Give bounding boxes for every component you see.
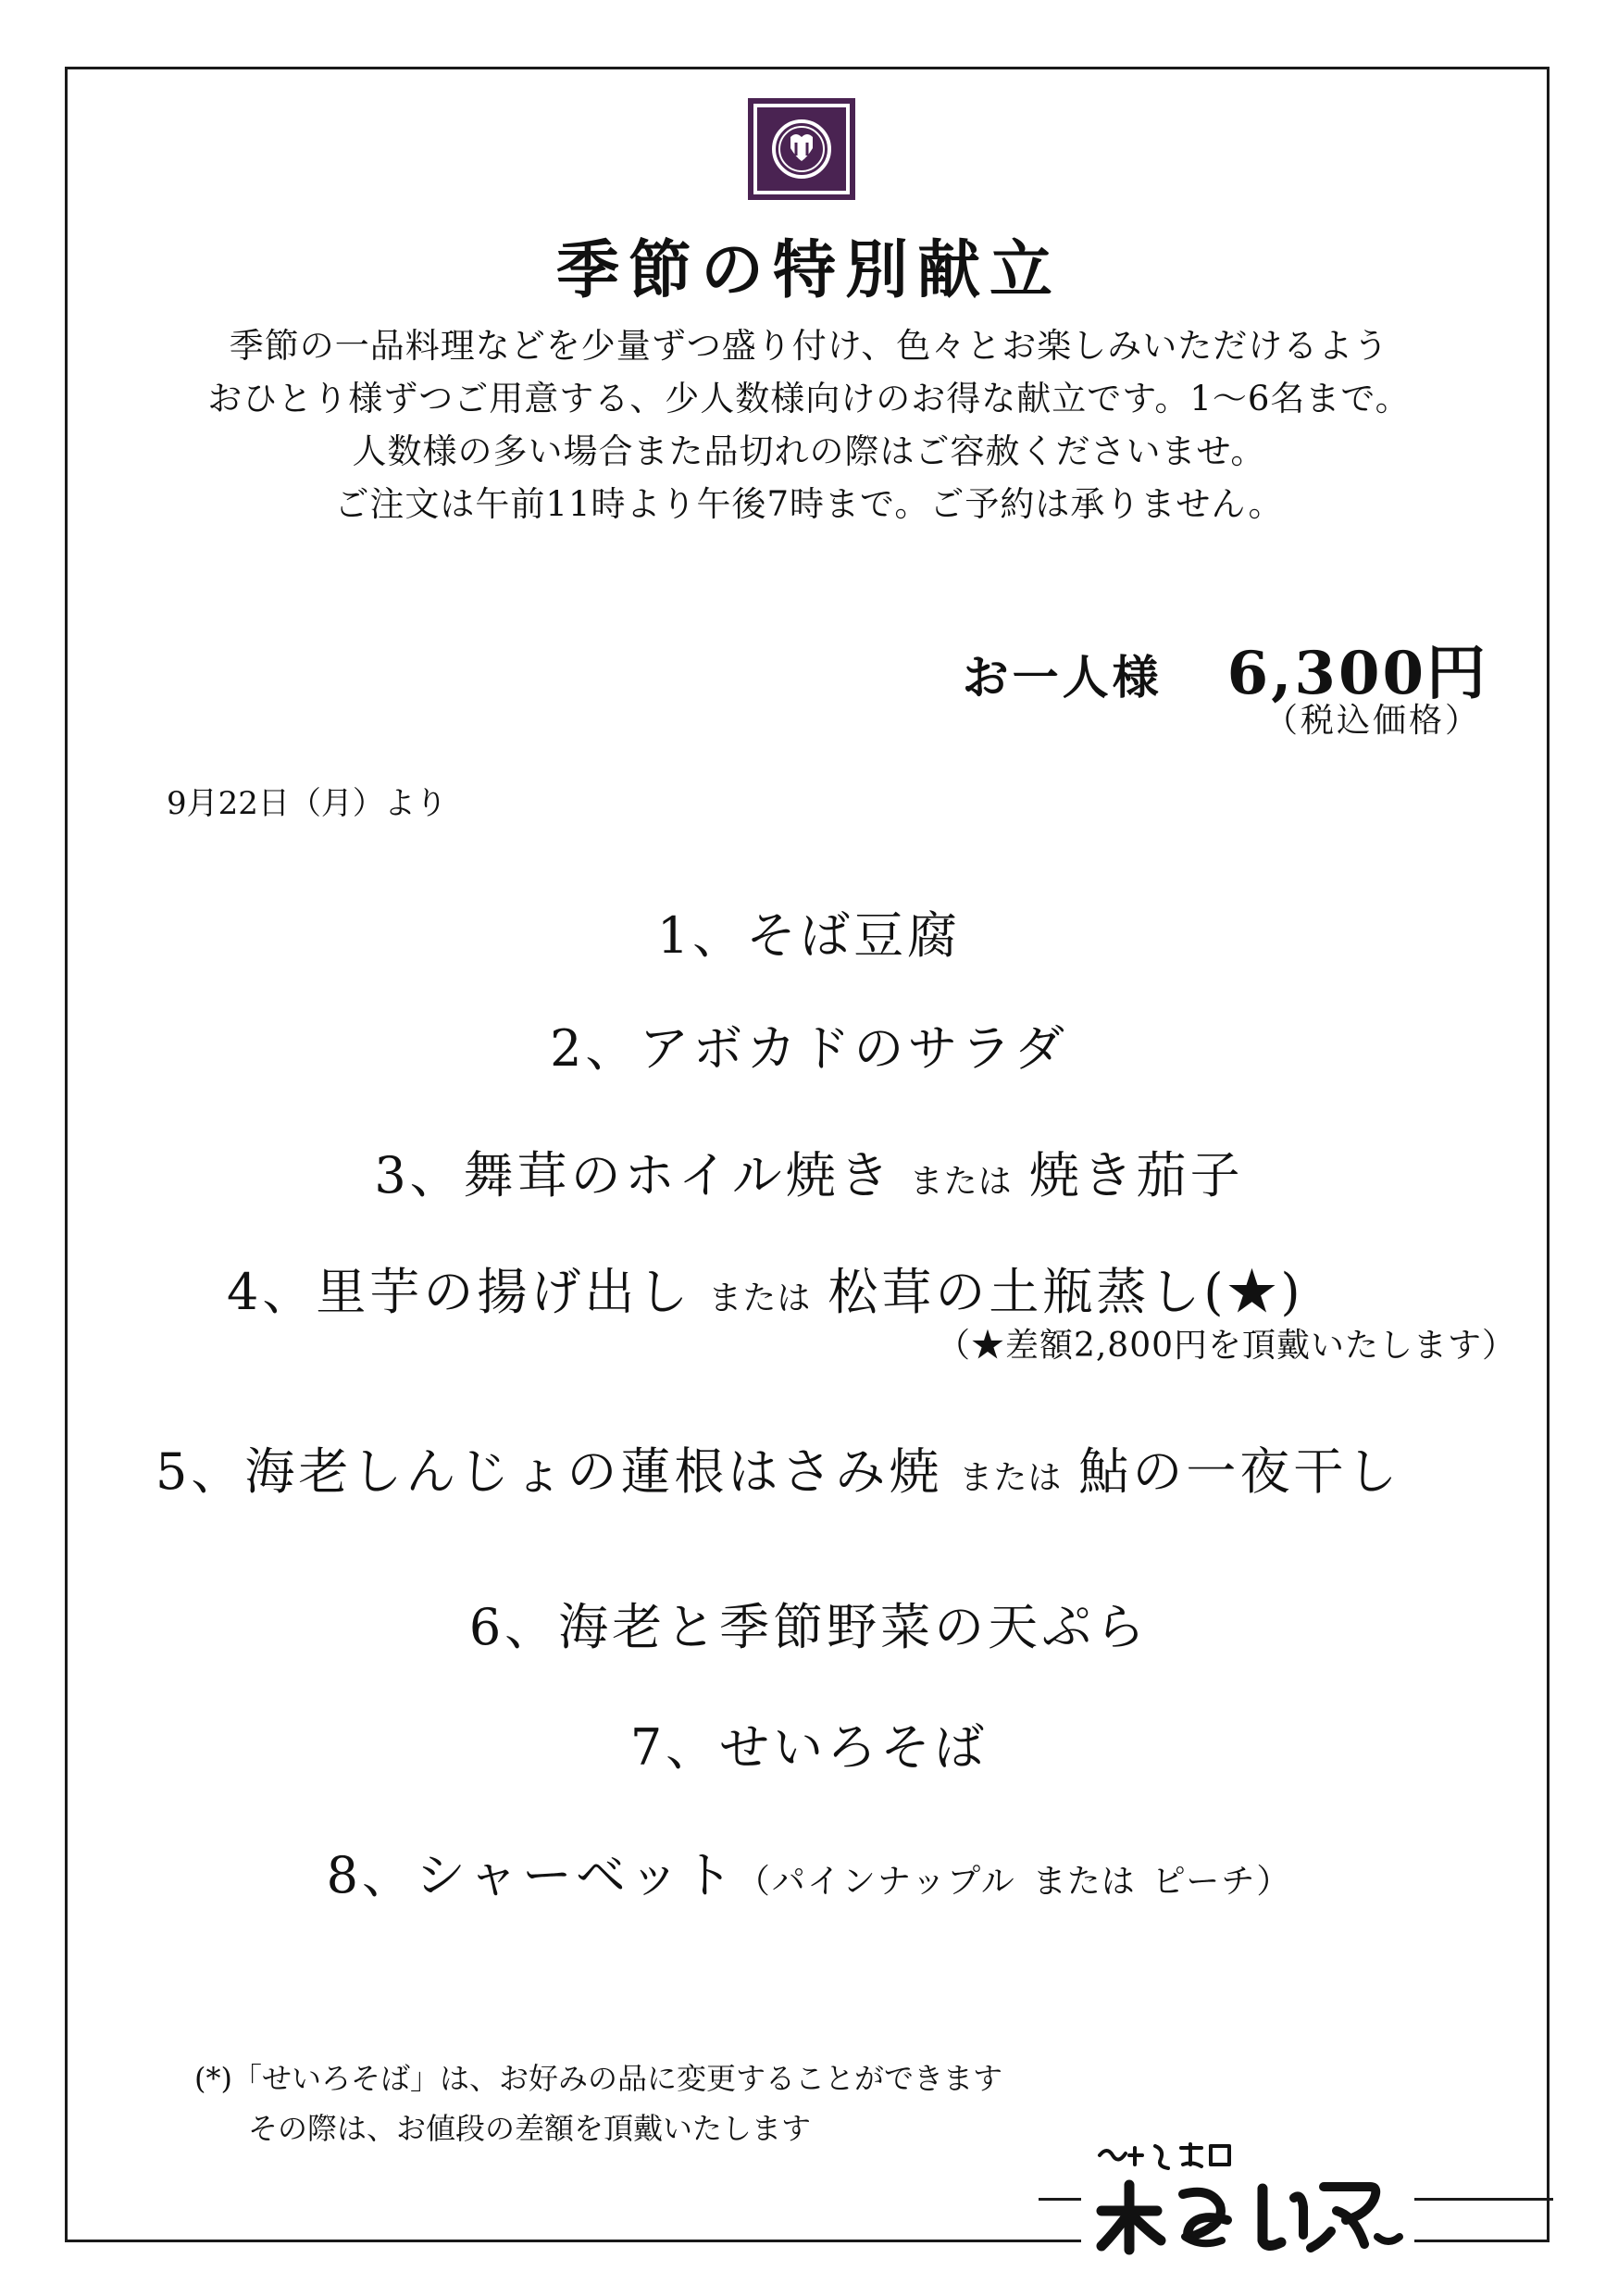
menu-item-4 xyxy=(227,1253,1304,1324)
menu-item-label: 4、里芋の揚げ出し xyxy=(227,1263,692,1321)
menu-item-label: 2、アボカドのサラダ xyxy=(550,1019,1068,1078)
menu-item-label: 8、シャーベット xyxy=(326,1846,737,1904)
menu-item-label: 6、海老と季節野菜の天ぷら xyxy=(468,1598,1150,1656)
menu-item-8 xyxy=(0,1836,1618,1907)
or-label: または xyxy=(959,1459,1063,1497)
footnote-line: その際は、お値段の差額を頂戴いたします xyxy=(248,2111,812,2146)
intro-line: ご注文は午前11時より午後7時まで。ご予約は承りません。 xyxy=(334,484,1284,524)
menu-item-detail-alt: ピーチ） xyxy=(1151,1863,1292,1901)
menu-item-label: 3、舞茸のホイル焼き xyxy=(374,1146,893,1204)
price-value: 6,300円 xyxy=(1226,639,1488,708)
or-label: または xyxy=(708,1279,812,1317)
menu-item-1 xyxy=(0,896,1618,967)
menu-item-6 xyxy=(0,1588,1618,1659)
intro-line: おひとり様ずつご用意する、少人数様向けのお得な献立です。1～6名まで。 xyxy=(207,379,1411,418)
menu-item-detail: （パインナップル xyxy=(736,1863,1016,1901)
shop-crest-logo xyxy=(748,98,855,200)
menu-item-5 xyxy=(156,1432,1400,1504)
page-title: 季節の特別献立 xyxy=(555,233,1062,307)
menu-item-alt: 松茸の土瓶蒸し(★) xyxy=(828,1263,1304,1321)
menu-item-2 xyxy=(0,1009,1618,1080)
menu-item-label: 7、せいろそば xyxy=(629,1718,989,1777)
menu-item-alt: 焼き茄子 xyxy=(1028,1146,1244,1204)
menu-item-7 xyxy=(0,1708,1618,1779)
footnote xyxy=(194,2053,1002,2153)
menu-item-alt: 鮎の一夜干し xyxy=(1078,1442,1401,1501)
menu-item-3 xyxy=(0,1136,1618,1207)
intro-text xyxy=(0,319,1618,530)
start-date: 9月22日（月）より xyxy=(167,785,447,822)
menu-item-label: 1、そば豆腐 xyxy=(656,906,962,965)
tax-note: （税込価格） xyxy=(1263,702,1481,740)
or-label: または xyxy=(1032,1863,1136,1901)
intro-line: 人数様の多い場合また品切れの際はご容赦くださいませ。 xyxy=(352,431,1266,471)
footnote-line: (*)「せいろそば」は、お好みの品に変更することができます xyxy=(194,2061,1002,2096)
menu-item-label: 5、海老しんじょの蓮根はさみ焼 xyxy=(156,1442,943,1501)
or-label: または xyxy=(909,1163,1013,1201)
price-label: お一人様 xyxy=(962,650,1163,705)
intro-line: 季節の一品料理などを少量ずつ盛り付け、色々とお楽しみいただけるよう xyxy=(229,326,1389,366)
menu-item-4-note: （★差額2,800円を頂戴いたします） xyxy=(936,1327,1516,1365)
brand-signature-logo xyxy=(1081,2128,1414,2266)
